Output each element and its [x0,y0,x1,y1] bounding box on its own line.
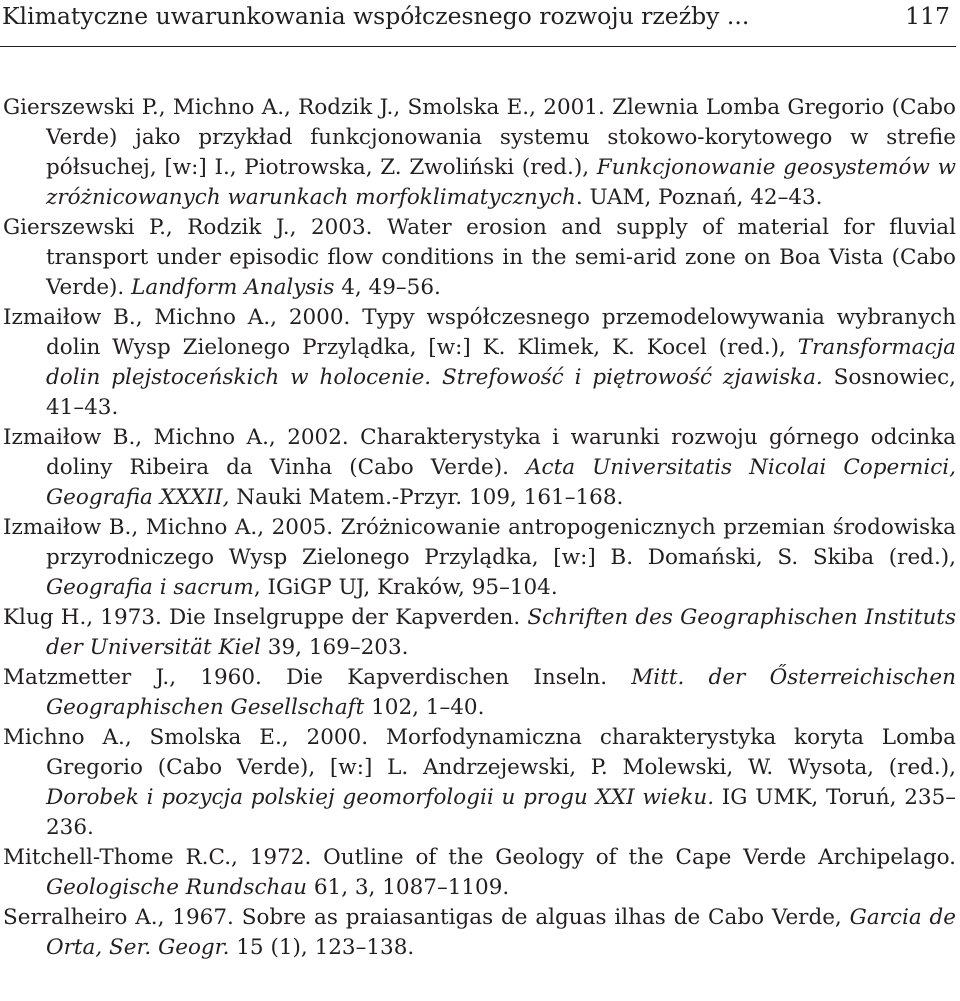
reference-title: Mitt. der Ősterreichischen Geographischen Gesellschaft [46,665,957,720]
reference-details: , IGiGP UJ, Kraków, 95–104. [253,575,558,600]
reference-details: . UAM, Poznań, 42–43. [575,185,823,210]
running-header [0,0,956,47]
reference-entry [0,513,956,603]
reference-entry [0,93,956,213]
reference-text: Izmaiłow B., Michno A., 2005. Zróżnicowanie antropogenicznych przemian środowiska przyrodniczego Wysp Zielonego Przylądka, [w:] B. Domański, S. Skiba (red.), [3,515,956,570]
reference-title: Geologische Rundschau [46,875,308,900]
reference-text: Gierszewski P., Rodzik J., 2003. Water erosion and supply of material for fluvial transport under episodic flow conditions in the semi-arid zone on Boa Vista (Cabo Verde). [3,215,956,300]
reference-title: Schriften des Geographischen Instituts der Universität Kiel [46,605,956,660]
reference-text: Michno A., Smolska E., 2000. Morfodynamiczna charakterystyka koryta Lomba Gregorio (Cabo Verde), [w:] L. Andrzejewski, P. Molewski, W. Wysota, (red.), [3,725,956,780]
reference-title: Geografia i sacrum [46,575,254,600]
reference-text: Izmaiłow B., Michno A., 2000. Typy współczesnego przemodelowywania wybranych dolin Wysp Zielonego Przylądka, [w:] K. Klimek, K. Kocel (red.), [3,305,956,360]
reference-entry [0,213,956,303]
page-number: 117 [905,2,950,30]
reference-entry [0,303,956,423]
reference-details: 61, 3, 1087–1109. [307,875,510,900]
running-title: Klimatyczne uwarunkowania współczesnego rozwoju rzeźby ... [2,2,750,30]
reference-title: Acta Universitatis Nicolai Copernici, Geografia XXXII, [46,455,956,510]
reference-list [0,93,956,963]
reference-entry [0,423,956,513]
reference-text: Serralheiro A., 1967. Sobre as praiasantigas de alguas ilhas de Cabo Verde, [3,905,850,930]
reference-entry [0,903,956,963]
reference-text: Gierszewski P., Michno A., Rodzik J., Smolska E., 2001. Zlewnia Lomba Gregorio (Cabo Verde) jako przykład funkcjonowania systemu stokowo-korytowego w strefie półsuchej, [w:] I., Piotrowska, Z. Zwoliński (red.), [3,95,956,180]
reference-title: Funkcjonowanie geosystemów w zróżnicowanych warunkach morfoklimatycznych [46,155,956,210]
reference-details: 102, 1–40. [364,695,485,720]
reference-details: Sosnowiec, 41–43. [46,365,957,420]
reference-entry [0,663,956,723]
reference-text: Mitchell-Thome R.C., 1972. Outline of the Geology of the Cape Verde Archipelago. [3,845,956,870]
reference-title: Transformacja dolin plejstoceńskich w holocenie. Strefowość i piętrowość zjawiska. [46,335,956,390]
reference-title: Garcia de Orta, Ser. Geogr. [46,905,957,960]
reference-entry [0,843,956,903]
reference-title: Landform Analysis [131,275,335,300]
reference-details: 39, 169–203. [260,635,409,660]
reference-details: 4, 49–56. [334,275,441,300]
reference-details: IG UMK, Toruń, 235–236. [46,785,956,840]
reference-text: Matzmetter J., 1960. Die Kapverdischen Inseln. [3,665,632,690]
reference-details: Nauki Matem.-Przyr. 109, 161–168. [229,485,624,510]
reference-title: Dorobek i pozycja polskiej geomorfologii u progu XXI wieku. [46,785,715,810]
reference-details: 15 (1), 123–138. [229,935,415,960]
reference-text: Izmaiłow B., Michno A., 2002. Charakterystyka i warunki rozwoju górnego odcinka doliny Ribeira da Vinha (Cabo Verde). [3,425,956,480]
reference-entry [0,723,956,843]
reference-text: Klug H., 1973. Die Inselgruppe der Kapverden. [3,605,528,630]
reference-entry [0,603,956,663]
